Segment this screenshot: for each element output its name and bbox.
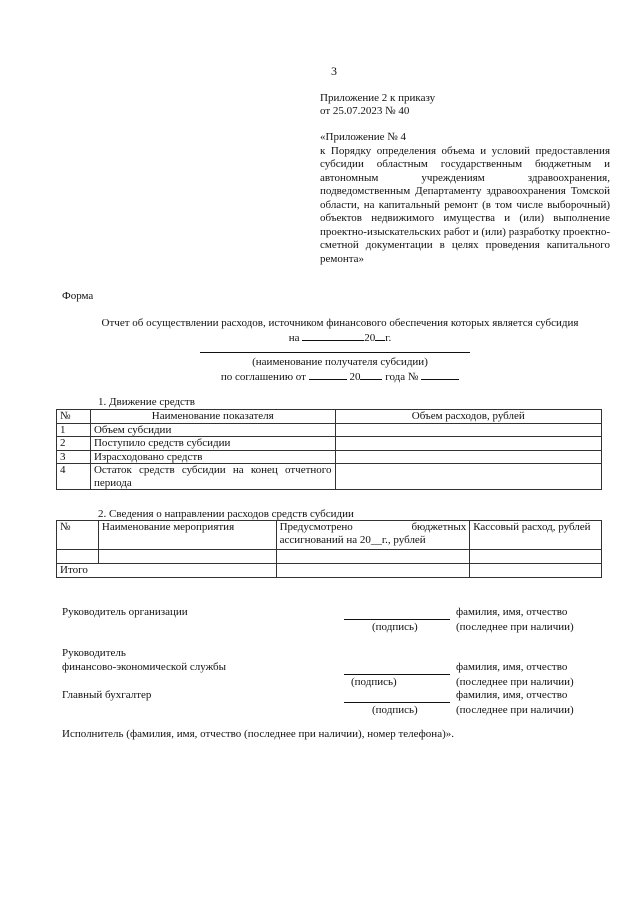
report-on: на [288,332,300,344]
table-header-row [57,410,602,424]
appendix4-heading: «Приложение № 4 [320,131,407,143]
report-year-suffix: г. [385,332,392,344]
report-year-prefix: 20 [364,332,376,344]
sig-role-finance-line1: Руководитель [62,647,126,659]
appendix-line1: Приложение 2 к приказу [320,92,436,104]
agreement-line [62,369,618,384]
appendix-line2: от 25.07.2023 № 40 [320,105,410,117]
section2-title: 2. Сведения о направлении расходов средств субсидии [98,508,354,520]
recipient-line [200,352,470,353]
sig-name-note: (последнее при наличии) [456,704,574,716]
expenses-table [56,520,602,578]
table-row [57,450,602,464]
row-value [335,450,601,464]
sig-name-note: (последнее при наличии) [456,676,574,688]
empty-cell [276,550,470,564]
agreement-year-word: года № [385,371,419,383]
table-row [57,437,602,451]
row-name: Поступило средств субсидии [90,437,335,451]
sig-name: фамилия, имя, отчество [456,606,568,618]
form-label: Форма [62,290,94,302]
recipient-block [62,355,618,384]
table-header-row [57,521,602,550]
year-blank [375,330,385,341]
signature-line [344,619,450,620]
agreement-year: 20 [349,371,361,383]
table-row [57,550,602,564]
table-row [57,464,602,490]
header-cash: Кассовый расход, рублей [470,521,602,550]
header-activity: Наименование мероприятия [98,521,276,550]
sig-role-finance-line2: финансово-экономической службы [62,661,227,673]
empty-cell [276,564,470,578]
empty-cell [98,550,276,564]
appendix4-text: к Порядку определения объема и условий предоставления субсидии областным государственным бюджетным и автономным учреждениям здравоохранения, подведомственным Департаменту здравоохранения Томской области, на капитальный ремонт (в том числе выборочный) объектов недвижимого имущества и (или) выполнение проектно-изыскательских работ и (или) разработку проектно-сметной документации в целях проведения капитального ремонта» [320,144,610,265]
date-blank [302,330,364,341]
sig-name: фамилия, имя, отчество [456,661,568,673]
agreement-year-blank [360,369,382,380]
sig-name-note: (последнее при наличии) [456,621,574,633]
row-num: 2 [57,437,91,451]
signature-line [344,702,450,703]
signature-line [344,674,450,675]
row-num: 3 [57,450,91,464]
header-num: № [57,521,99,550]
header-amount: Объем расходов, рублей [335,410,601,424]
sig-role-head: Руководитель организации [62,606,188,618]
empty-cell [57,550,99,564]
agreement-number-blank [421,369,459,380]
report-title: Отчет об осуществлении расходов, источником финансового обеспечения которых является субсидия [101,317,579,329]
empty-cell [470,564,602,578]
report-title-block [62,316,618,345]
section1-title: 1. Движение средств [98,396,195,408]
header-planned: Предусмотрено бюджетных ассигнований на 20__г., рублей [276,521,470,550]
row-value [335,437,601,451]
row-value [335,423,601,437]
row-value [335,464,601,490]
total-row [57,564,602,578]
row-num: 1 [57,423,91,437]
performer-line: Исполнитель (фамилия, имя, отчество (последнее при наличии), номер телефона)». [62,728,454,740]
appendix4-block [320,131,610,266]
total-label: Итого [57,564,277,578]
empty-cell [470,550,602,564]
sig-role-accountant: Главный бухгалтер [62,689,152,701]
table-row [57,423,602,437]
signature-caption: (подпись) [351,676,397,688]
agreement-date-blank [309,369,347,380]
page-number: 3 [331,64,337,78]
header-num: № [57,410,91,424]
movement-table [56,409,602,490]
signature-caption: (подпись) [372,704,418,716]
agreement-from: по соглашению от [220,371,306,383]
signature-caption: (подпись) [372,621,418,633]
header-indicator: Наименование показателя [90,410,335,424]
row-name: Остаток средств субсидии на конец отчетного периода [90,464,335,490]
row-num: 4 [57,464,91,490]
sig-name: фамилия, имя, отчество [456,689,568,701]
report-date-line [62,330,618,345]
appendix-header [320,92,435,118]
recipient-caption: (наименование получателя субсидии) [252,356,428,368]
row-name: Объем субсидии [90,423,335,437]
row-name: Израсходовано средств [90,450,335,464]
